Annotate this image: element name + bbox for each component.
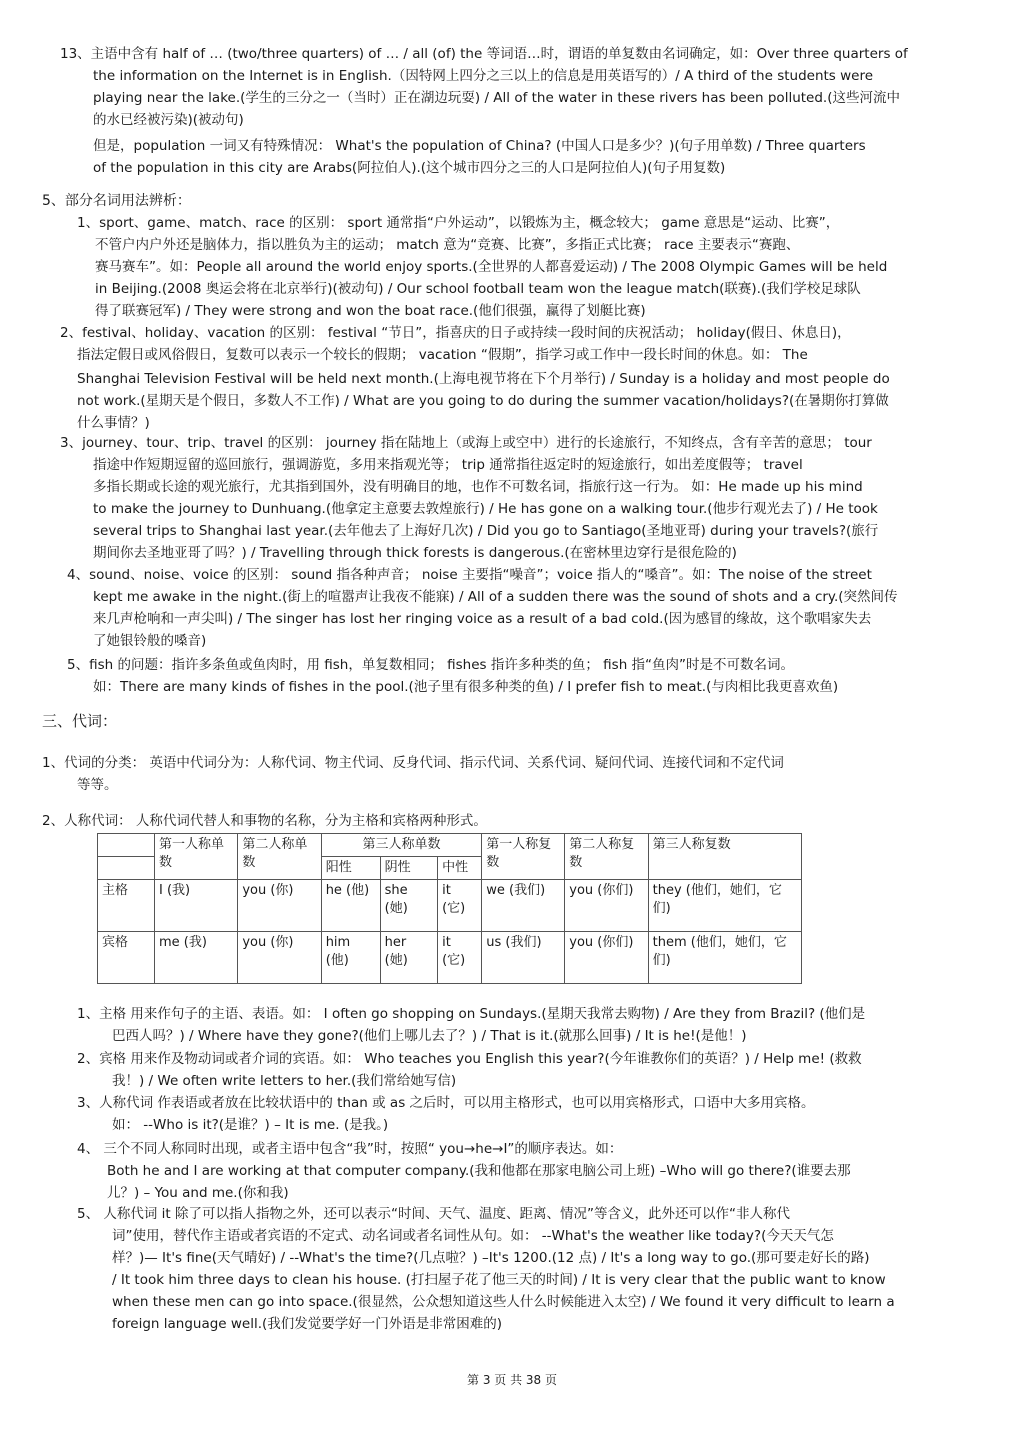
table-cell: you (你们) — [565, 932, 648, 984]
text-line: 如： --Who is it?(是谁？) – It is me. (是我。) — [112, 1117, 389, 1133]
table-cell: he (他) — [321, 880, 380, 932]
noun-usage-item-3 — [60, 432, 878, 564]
text-line: 什么事情？) — [77, 415, 150, 431]
noun-usage-item-2 — [60, 322, 890, 434]
pronoun-rule-4 — [77, 1138, 851, 1204]
table-header-cell: 第一人称单数 — [155, 834, 238, 880]
text-line: 5、fish 的问题：指许多条鱼或鱼肉时，用 fish，单复数相同； fishes 指许多种类的鱼； fish 指“鱼肉”时是不可数名词。 — [67, 657, 795, 673]
text-line: / It took him three days to clean his house. (打扫屋子花了他三天的时间) / It is very clear that the public want to know — [112, 1272, 886, 1288]
text-line: the information on the Internet is in English.（因特网上四分之三以上的信息是用英语写的）/ A third of the students were — [93, 68, 874, 84]
text-line: 3、人称代词 作表语或者放在比较状语中的 than 或 as 之后时，可以用主格形式，也可以用宾格形式，口语中大多用宾格。 — [77, 1095, 815, 1111]
text-line: foreign language well.(我们发觉要学好一门外语是非常困难的) — [112, 1316, 503, 1332]
text-line: several trips to Shanghai last year.(去年他去了上海好几次) / Did you go to Santiago(圣地亚哥) during your travels?(旅行 — [93, 523, 879, 539]
section-13 — [60, 43, 908, 179]
table-cell: it (它) — [438, 932, 482, 984]
text-line: when these men can go into space.(很显然，公众想知道这些人什么时候能进入太空) / We found it very difficult to learn a — [112, 1294, 895, 1310]
pronoun-rule-1 — [77, 1003, 865, 1047]
table-cell: him (他) — [321, 932, 380, 984]
text-line: 赛马赛车”。如：People all around the world enjoy sports.(全世界的人都喜爱运动) / The 2008 Olympic Games will be held — [95, 259, 888, 275]
text-line: 词”使用，替代作主语或者宾语的不定式、动名词或者名词性从句。如： --What's the weather like today?(今天天气怎 — [112, 1228, 834, 1244]
table-cell: them (他们，她们，它们) — [648, 932, 801, 984]
table-cell: me (我) — [155, 932, 238, 984]
text-line: 多指长期或长途的观光旅行，尤其指到国外，没有明确目的地，也作不可数名词，指旅行这一行为。 如：He made up his mind — [93, 479, 863, 495]
text-line: kept me awake in the night.(街上的喧嚣声让我夜不能寐) / All of a sudden there was the sound of shots and a cry.(突然间传 — [93, 589, 898, 605]
row-label-nominative: 主格 — [98, 880, 155, 932]
table-header-row — [98, 834, 802, 857]
row-label-accusative: 宾格 — [98, 932, 155, 984]
text-line: 如：There are many kinds of fishes in the pool.(池子里有很多种类的鱼) / I prefer fish to meat.(与肉相比我更喜欢鱼) — [93, 679, 839, 695]
text-line: 3、journey、tour、trip、travel 的区别： journey 指在陆地上（或海上或空中）进行的长途旅行，不知终点，含有辛苦的意思； tour — [60, 435, 872, 451]
table-cell: we (我们) — [482, 880, 565, 932]
text-line: 样？)— It's fine(天气晴好) / --What's the time?(几点啦？) –It's 1200.(12 点) / It's a long way to go.(那可要走好长的路) — [112, 1250, 870, 1266]
table-header-cell: 第二人称单数 — [238, 834, 321, 880]
table-cell: I (我) — [155, 880, 238, 932]
text-line: playing near the lake.(学生的三分之一（当时）正在湖边玩耍) / All of the water in these rivers has been polluted.(这些河流中 — [93, 90, 900, 106]
table-header-cell: 第一人称复数 — [482, 834, 565, 880]
text-line: 我！) / We often write letters to her.(我们常给她写信) — [112, 1073, 457, 1089]
table-cell: you (你) — [238, 932, 321, 984]
section-5-title: 5、部分名词用法辨析： — [42, 193, 191, 209]
text-line: 2、宾格 用来作及物动词或者介词的宾语。如： Who teaches you English this year?(今年谁教你们的英语？) / Help me! (救救 — [77, 1051, 862, 1067]
table-row — [98, 932, 802, 984]
pronoun-rule-2 — [77, 1048, 862, 1092]
table-cell: she (她) — [380, 880, 437, 932]
text-line: 不管户内户外还是脑体力，指以胜负为主的运动； match 意为“竞赛、比赛”，多指正式比赛； race 主要表示“赛跑、 — [95, 237, 800, 253]
text-line: to make the journey to Dunhuang.(他拿定主意要去敦煌旅行) / He has gone on a walking tour.(他步行观光去了) / He took — [93, 501, 878, 517]
pronoun-rule-3 — [77, 1092, 815, 1136]
text-line: 的水已经被污染)(被动句) — [93, 112, 244, 128]
table-header-cell: 第三人称单数 — [321, 834, 482, 857]
text-line: in Beijing.(2008 奥运会将在北京举行)(被动句) / Our school football team won the league match(联赛).(我们学校足球队 — [95, 281, 861, 297]
table-header-cell: 第二人称复数 — [565, 834, 648, 880]
table-cell: you (你们) — [565, 880, 648, 932]
text-line: 了她银铃般的嗓音) — [93, 633, 207, 649]
text-line: Both he and I are working at that computer company.(我和他都在那家电脑公司上班) –Who will go there?(谁要去那 — [107, 1163, 851, 1179]
text-line: 指途中作短期逗留的巡回旅行，强调游览，多用来指观光等； trip 通常指往返定时的短途旅行，如出差度假等； travel — [93, 457, 803, 473]
text-line: 来几声枪响和一声尖叫) / The singer has lost her ringing voice as a result of a bad cold.(因为感冒的缘故，这个歌唱家失去 — [93, 611, 872, 627]
table-header-cell: 阳性 — [321, 857, 380, 880]
text-line: 2、festival、holiday、vacation 的区别： festival “节日”，指喜庆的日子或持续一段时间的庆祝活动； holiday(假日、休息日)， — [60, 325, 851, 341]
table-cell: it (它) — [438, 880, 482, 932]
noun-usage-item-1 — [77, 212, 887, 322]
table-cell — [98, 834, 155, 857]
pronoun-table — [97, 833, 802, 984]
text-line: 儿？) – You and me.(你和我) — [107, 1185, 289, 1201]
noun-usage-item-5 — [67, 654, 838, 698]
text-line: 4、sound、noise、voice 的区别： sound 指各种声音； noise 主要指“噪音”；voice 指人的“嗓音”。如：The noise of the street — [67, 567, 872, 583]
text-line: Shanghai Television Festival will be held next month.(上海电视节将在下个月举行) / Sunday is a holiday and most people do — [77, 371, 890, 387]
table-cell — [98, 857, 155, 880]
table-header-cell: 阴性 — [380, 857, 437, 880]
table-row — [98, 880, 802, 932]
table-header-cell: 中性 — [438, 857, 482, 880]
text-line: not work.(星期天是个假日，多数人不工作) / What are you going to do during the summer vacation/holidays?(在暑期你打算做 — [77, 393, 889, 409]
page-number-footer: 第 3 页 共 38 页 — [467, 1373, 557, 1387]
table-cell: you (你) — [238, 880, 321, 932]
text-line: of the population in this city are Arabs(阿拉伯人).(这个城市四分之三的人口是阿拉伯人)(句子用复数) — [93, 160, 726, 176]
table-cell: they (他们，她们，它们) — [648, 880, 801, 932]
text-line: 13、主语中含有 half of … (two/three quarters) of … / all (of) the 等词语…时，谓语的单复数由名词确定，如：Over three quarters of — [60, 46, 908, 62]
text-line: 巴西人吗？) / Where have they gone?(他们上哪儿去了？) / That is it.(就那么回事) / It is he!(是他！) — [112, 1028, 747, 1044]
pronoun-classification — [42, 752, 784, 796]
noun-usage-item-4 — [67, 564, 898, 652]
text-line: 但是，population 一词又有特殊情况： What's the population of China? (中国人口是多少？)(句子用单数) / Three quarters — [93, 138, 866, 154]
text-line: 1、主格 用来作句子的主语、表语。如： I often go shopping on Sundays.(星期天我常去购物) / Are they from Brazil? (他们是 — [77, 1006, 866, 1022]
table-header-cell: 第三人称复数 — [648, 834, 801, 880]
text-line: 期间你去圣地亚哥了吗？) / Travelling through thick forests is dangerous.(在密林里边穿行是很危险的) — [93, 545, 737, 561]
text-line: 2、人称代词： 人称代词代替人和事物的名称，分为主格和宾格两种形式。 — [42, 813, 487, 829]
part-3-title: 三、代词： — [42, 712, 118, 730]
table-cell: us (我们) — [482, 932, 565, 984]
text-line: 5、 人称代词 it 除了可以指人指物之外，还可以表示“时间、天气、温度、距离、情况”等含义，此外还可以作“非人称代 — [77, 1206, 790, 1222]
text-line: 1、代词的分类： 英语中代词分为：人称代词、物主代词、反身代词、指示代词、关系代词、疑问代词、连接代词和不定代词 — [42, 755, 784, 771]
text-line: 指法定假日或风俗假日，复数可以表示一个较长的假期； vacation “假期”，指学习或工作中一段长时间的休息。如： The — [77, 347, 808, 363]
text-line: 4、 三个不同人称同时出现，或者主语中包含“我”时，按照“ you→he→I”的顺序表达。如： — [77, 1141, 623, 1157]
text-line: 得了联赛冠军) / They were strong and won the boat race.(他们很强，赢得了划艇比赛) — [95, 303, 646, 319]
personal-pronouns-intro — [42, 810, 487, 832]
text-line: 1、sport、game、match、race 的区别： sport 通常指“户外运动”，以锻炼为主，概念较大； game 意思是“运动、比赛”， — [77, 215, 840, 231]
pronoun-rule-5 — [77, 1203, 895, 1335]
table-cell: her (她) — [380, 932, 437, 984]
text-line: 等等。 — [77, 777, 118, 793]
